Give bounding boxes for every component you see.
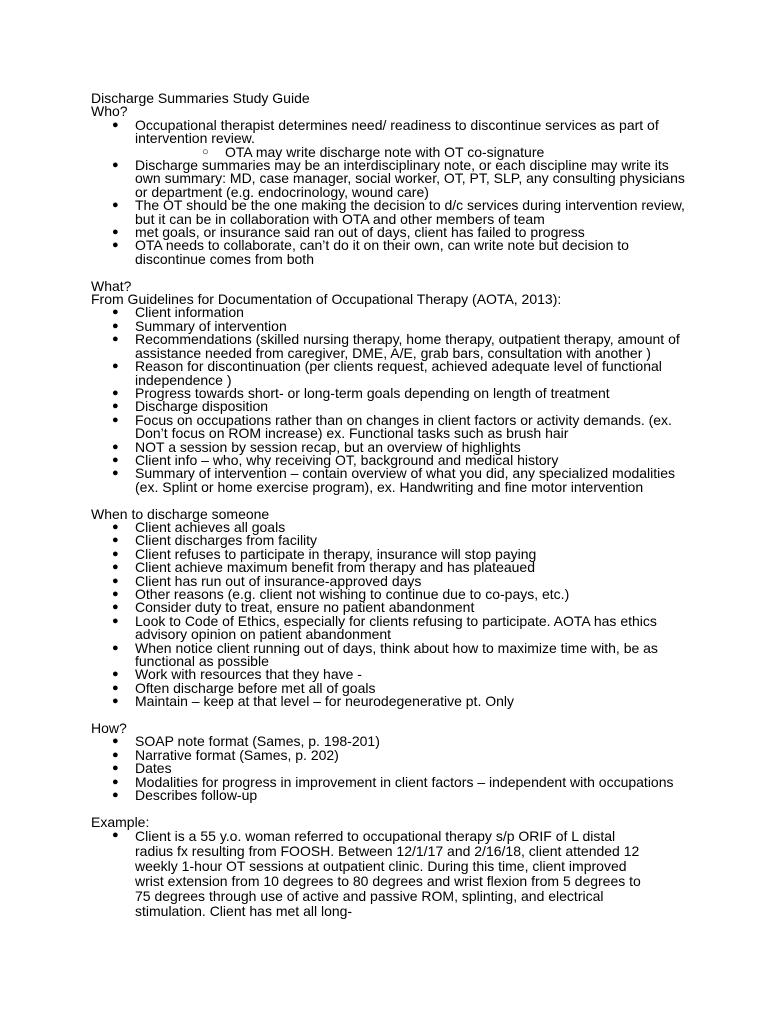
list-item: ● OTA needs to collaborate, can’t do it on their own, can write note but decision to discontinue comes from both [91,239,691,266]
list-item: ● Summary of intervention – contain overview of what you did, any specialized modalities (ex. Splint or home exercise program), ex. Handwriting and fine motor intervention [91,467,691,494]
list-item: ● Client discharges from facility [91,534,691,547]
section-heading-who: Who? [91,103,128,120]
example-list [91,829,691,919]
document-page [91,92,691,919]
list-item: ● Focus on occupations rather than on changes in client factors or activity demands. (ex. Don’t focus on ROM increase) ex. Functional tasks such as brush hair [91,414,691,441]
section-heading-example: Example: [91,813,150,830]
document-title: Discharge Summaries Study Guide [91,90,310,106]
list-item: ● Client information [91,306,691,319]
list-item: ● Maintain – keep at that level – for neurodegenerative pt. Only [91,695,691,708]
list-item: ● Work with resources that they have - [91,668,691,681]
list-item: ● Recommendations (skilled nursing therapy, home therapy, outpatient therapy, amount of assistance needed from caregiver, DME, A/E, grab bars, consultation with another ) [91,333,691,360]
list-item: ● NOT a session by session recap, but an overview of highlights [91,441,691,454]
list-item: ● SOAP note format (Sames, p. 198-201) [91,735,691,748]
list-item: ● Describes follow-up [91,789,691,802]
how-list [91,735,691,802]
list-item: ● Progress towards short- or long-term goals depending on length of treatment [91,387,691,400]
list-item: ● Client refuses to participate in therapy, insurance will stop paying [91,548,691,561]
list-item: ● met goals, or insurance said ran out of days, client has failed to progress [91,226,691,239]
who-list [91,116,691,267]
list-item: ● Look to Code of Ethics, especially for clients refusing to participate. AOTA has ethics advisory opinion on patient abandonment [91,615,691,642]
list-item: ● Other reasons (e.g. client not wishing to continue due to co-pays, etc.) [91,588,691,601]
section-heading-when: When to discharge someone [91,505,270,522]
list-item: ● Summary of intervention [91,320,691,333]
list-item: ● Often discharge before met all of goals [91,682,691,695]
list-item: ● Client achieves all goals [91,521,691,534]
list-item: ● Discharge disposition [91,400,691,413]
list-item: ● Dates [91,762,691,775]
list-item: ● When notice client running out of days, think about how to maximize time with, be as functional as possible [91,642,691,669]
list-item: ● Client is a 55 y.o. woman referred to occupational therapy s/p ORIF of L distal radius fx resulting from FOOSH. Between 12/1/17 and 2/16/18, client attended 12 weekly 1-hour OT sessions at outpatient clinic. During this time, client improved wrist extension from 10 degrees to 80 degrees and wrist flexion from 5 degrees to 75 degrees through use of active and passive ROM, splinting, and electrical stimulation. Client has met all long- [91,829,657,919]
what-list [91,306,691,494]
list-item: ● Client achieve maximum benefit from therapy and has plateaued [91,561,691,574]
list-item: ● Modalities for progress in improvement in client factors – independent with occupations [91,776,691,789]
list-item: ● Reason for discontinuation (per clients request, achieved adequate level of functional independence ) [91,360,691,387]
section-heading-how: How? [91,720,127,737]
when-list [91,518,691,710]
list-item: ● Client has run out of insurance-approved days [91,575,691,588]
list-item: ● The OT should be the one making the decision to d/c services during intervention review, but it can be in collaboration with OTA and other members of team [91,199,691,226]
list-item: ● Client info – who, why receiving OT, background and medical history [91,454,691,467]
section-heading-what: What? [91,277,132,294]
list-item: ● Occupational therapist determines need/ readiness to discontinue services as part of intervention review. ○ OTA may write discharge note with OT co-signature [91,119,691,159]
what-source-line: From Guidelines for Documentation of Occupational Therapy (AOTA, 2013): [91,291,562,308]
list-item: ● Narrative format (Sames, p. 202) [91,749,691,762]
sub-list-item: ○ OTA may write discharge note with OT co-signature [135,146,691,159]
list-item: ● Discharge summaries may be an interdisciplinary note, or each discipline may write its own summary: MD, case manager, social worker, OT, PT, SLP, any consulting physicians or department (e.g. endocrinology, wound care) [91,159,691,199]
list-item: ● Consider duty to treat, ensure no patient abandonment [91,601,691,614]
